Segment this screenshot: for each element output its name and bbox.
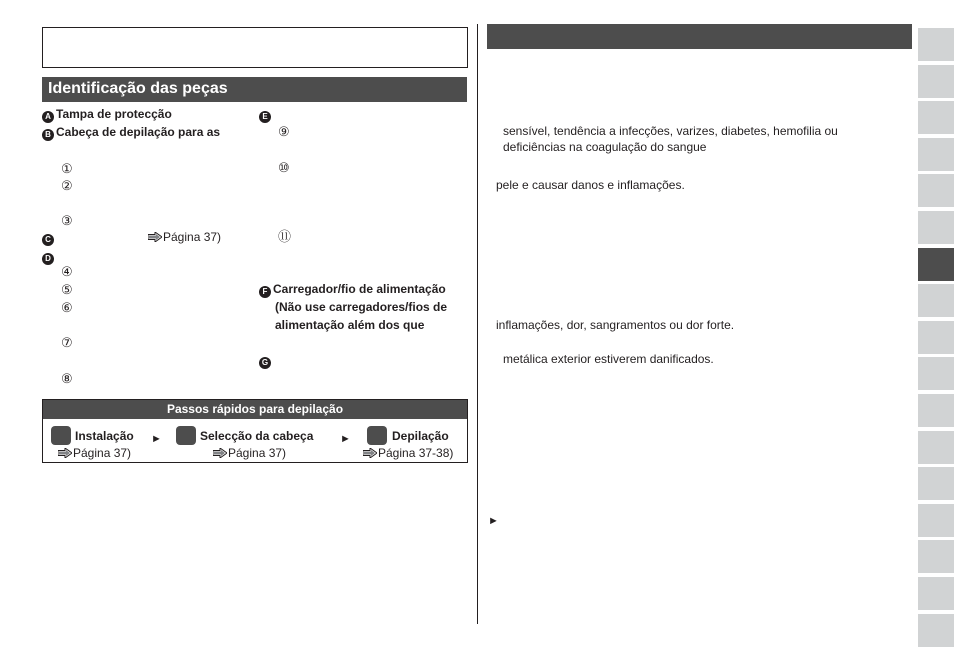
letter-badge-e: E [259,111,271,123]
part-f-label-3: alimentação além dos que [275,318,425,332]
page-ref-c [148,230,221,244]
side-tab-4[interactable] [918,138,954,171]
right-section-header [487,24,912,49]
side-tab-7[interactable] [918,248,954,281]
side-tab-15[interactable] [918,540,954,573]
letter-badge-d: D [42,253,54,265]
step-1-label: Instalação [75,429,134,443]
side-tab-10[interactable] [918,357,954,390]
letter-badge-f: F [259,286,271,298]
step-3-ref-text: Página 37-38) [378,446,454,460]
quick-steps-box [42,399,468,463]
step-3-square [367,426,387,445]
step-2-ref [213,446,286,460]
item-number-9: ⑨ [278,124,290,139]
item-number-1: ① [61,161,73,176]
part-a-label: Tampa de protecção [56,107,172,121]
item-number-3: ③ [61,213,73,228]
item-number-6: ⑥ [61,300,73,315]
item-number-2: ② [61,178,73,193]
part-g [259,353,273,369]
part-f [259,282,446,298]
page-ref-c-text: Página 37) [163,230,222,244]
letter-badge-b: B [42,129,54,141]
section-title: Identificação das peças [48,80,228,97]
side-tab-3[interactable] [918,101,954,134]
part-c [42,230,56,246]
side-tab-16[interactable] [918,577,954,610]
side-tab-11[interactable] [918,394,954,427]
step-separator-2: ► [340,433,351,445]
step-2-square [176,426,196,445]
part-d [42,249,56,265]
part-a [42,107,172,123]
right-text-line-1: sensível, tendência a infecções, varizes, diabetes, hemofilia ou [503,124,838,138]
quick-steps-title: Passos rápidos para depilação [43,400,467,419]
right-text-line-2: deficiências na coagulação do sangue [503,140,707,154]
side-tab-6[interactable] [918,211,954,244]
step-1-ref-text: Página 37) [73,446,132,460]
letter-badge-g: G [259,357,271,369]
step-1-square [51,426,71,445]
page-arrow-icon [148,232,162,242]
letter-badge-a: A [42,111,54,123]
right-text-line-3: pele e causar danos e inflamações. [496,178,685,192]
top-empty-box [42,27,468,68]
item-number-11: ⑪ [278,229,292,244]
page-arrow-icon [213,448,227,458]
item-number-4: ④ [61,264,73,279]
step-3-label: Depilação [392,429,449,443]
item-number-7: ⑦ [61,335,73,350]
right-text-line-4: inflamações, dor, sangramentos ou dor forte. [496,318,735,332]
step-2-ref-text: Página 37) [228,446,287,460]
page-arrow-icon [363,448,377,458]
step-3-ref [363,446,453,460]
part-e [259,107,273,123]
side-tab-1[interactable] [918,28,954,61]
item-number-5: ⑤ [61,282,73,297]
part-f-label-2: (Não use carregadores/fios de [275,300,448,314]
item-number-8: ⑧ [61,371,73,386]
side-tab-8[interactable] [918,284,954,317]
right-text-line-5: metálica exterior estiverem danificados. [503,352,714,366]
side-tab-14[interactable] [918,504,954,537]
letter-badge-c: C [42,234,54,246]
part-b [42,125,220,141]
column-divider [477,24,478,624]
side-tab-17[interactable] [918,614,954,647]
side-tab-9[interactable] [918,321,954,354]
section-header [42,77,467,102]
side-tab-12[interactable] [918,431,954,464]
side-tab-13[interactable] [918,467,954,500]
item-number-10: ⑩ [278,160,290,175]
part-f-label-1: Carregador/fio de alimentação [273,282,446,296]
step-1-ref [58,446,131,460]
side-tab-2[interactable] [918,65,954,98]
part-b-label: Cabeça de depilação para as [56,125,221,139]
page-arrow-icon [58,448,72,458]
right-bullet-arrow: ► [488,515,499,527]
step-separator-1: ► [151,433,162,445]
step-2-label: Selecção da cabeça [200,429,314,443]
side-tab-5[interactable] [918,174,954,207]
